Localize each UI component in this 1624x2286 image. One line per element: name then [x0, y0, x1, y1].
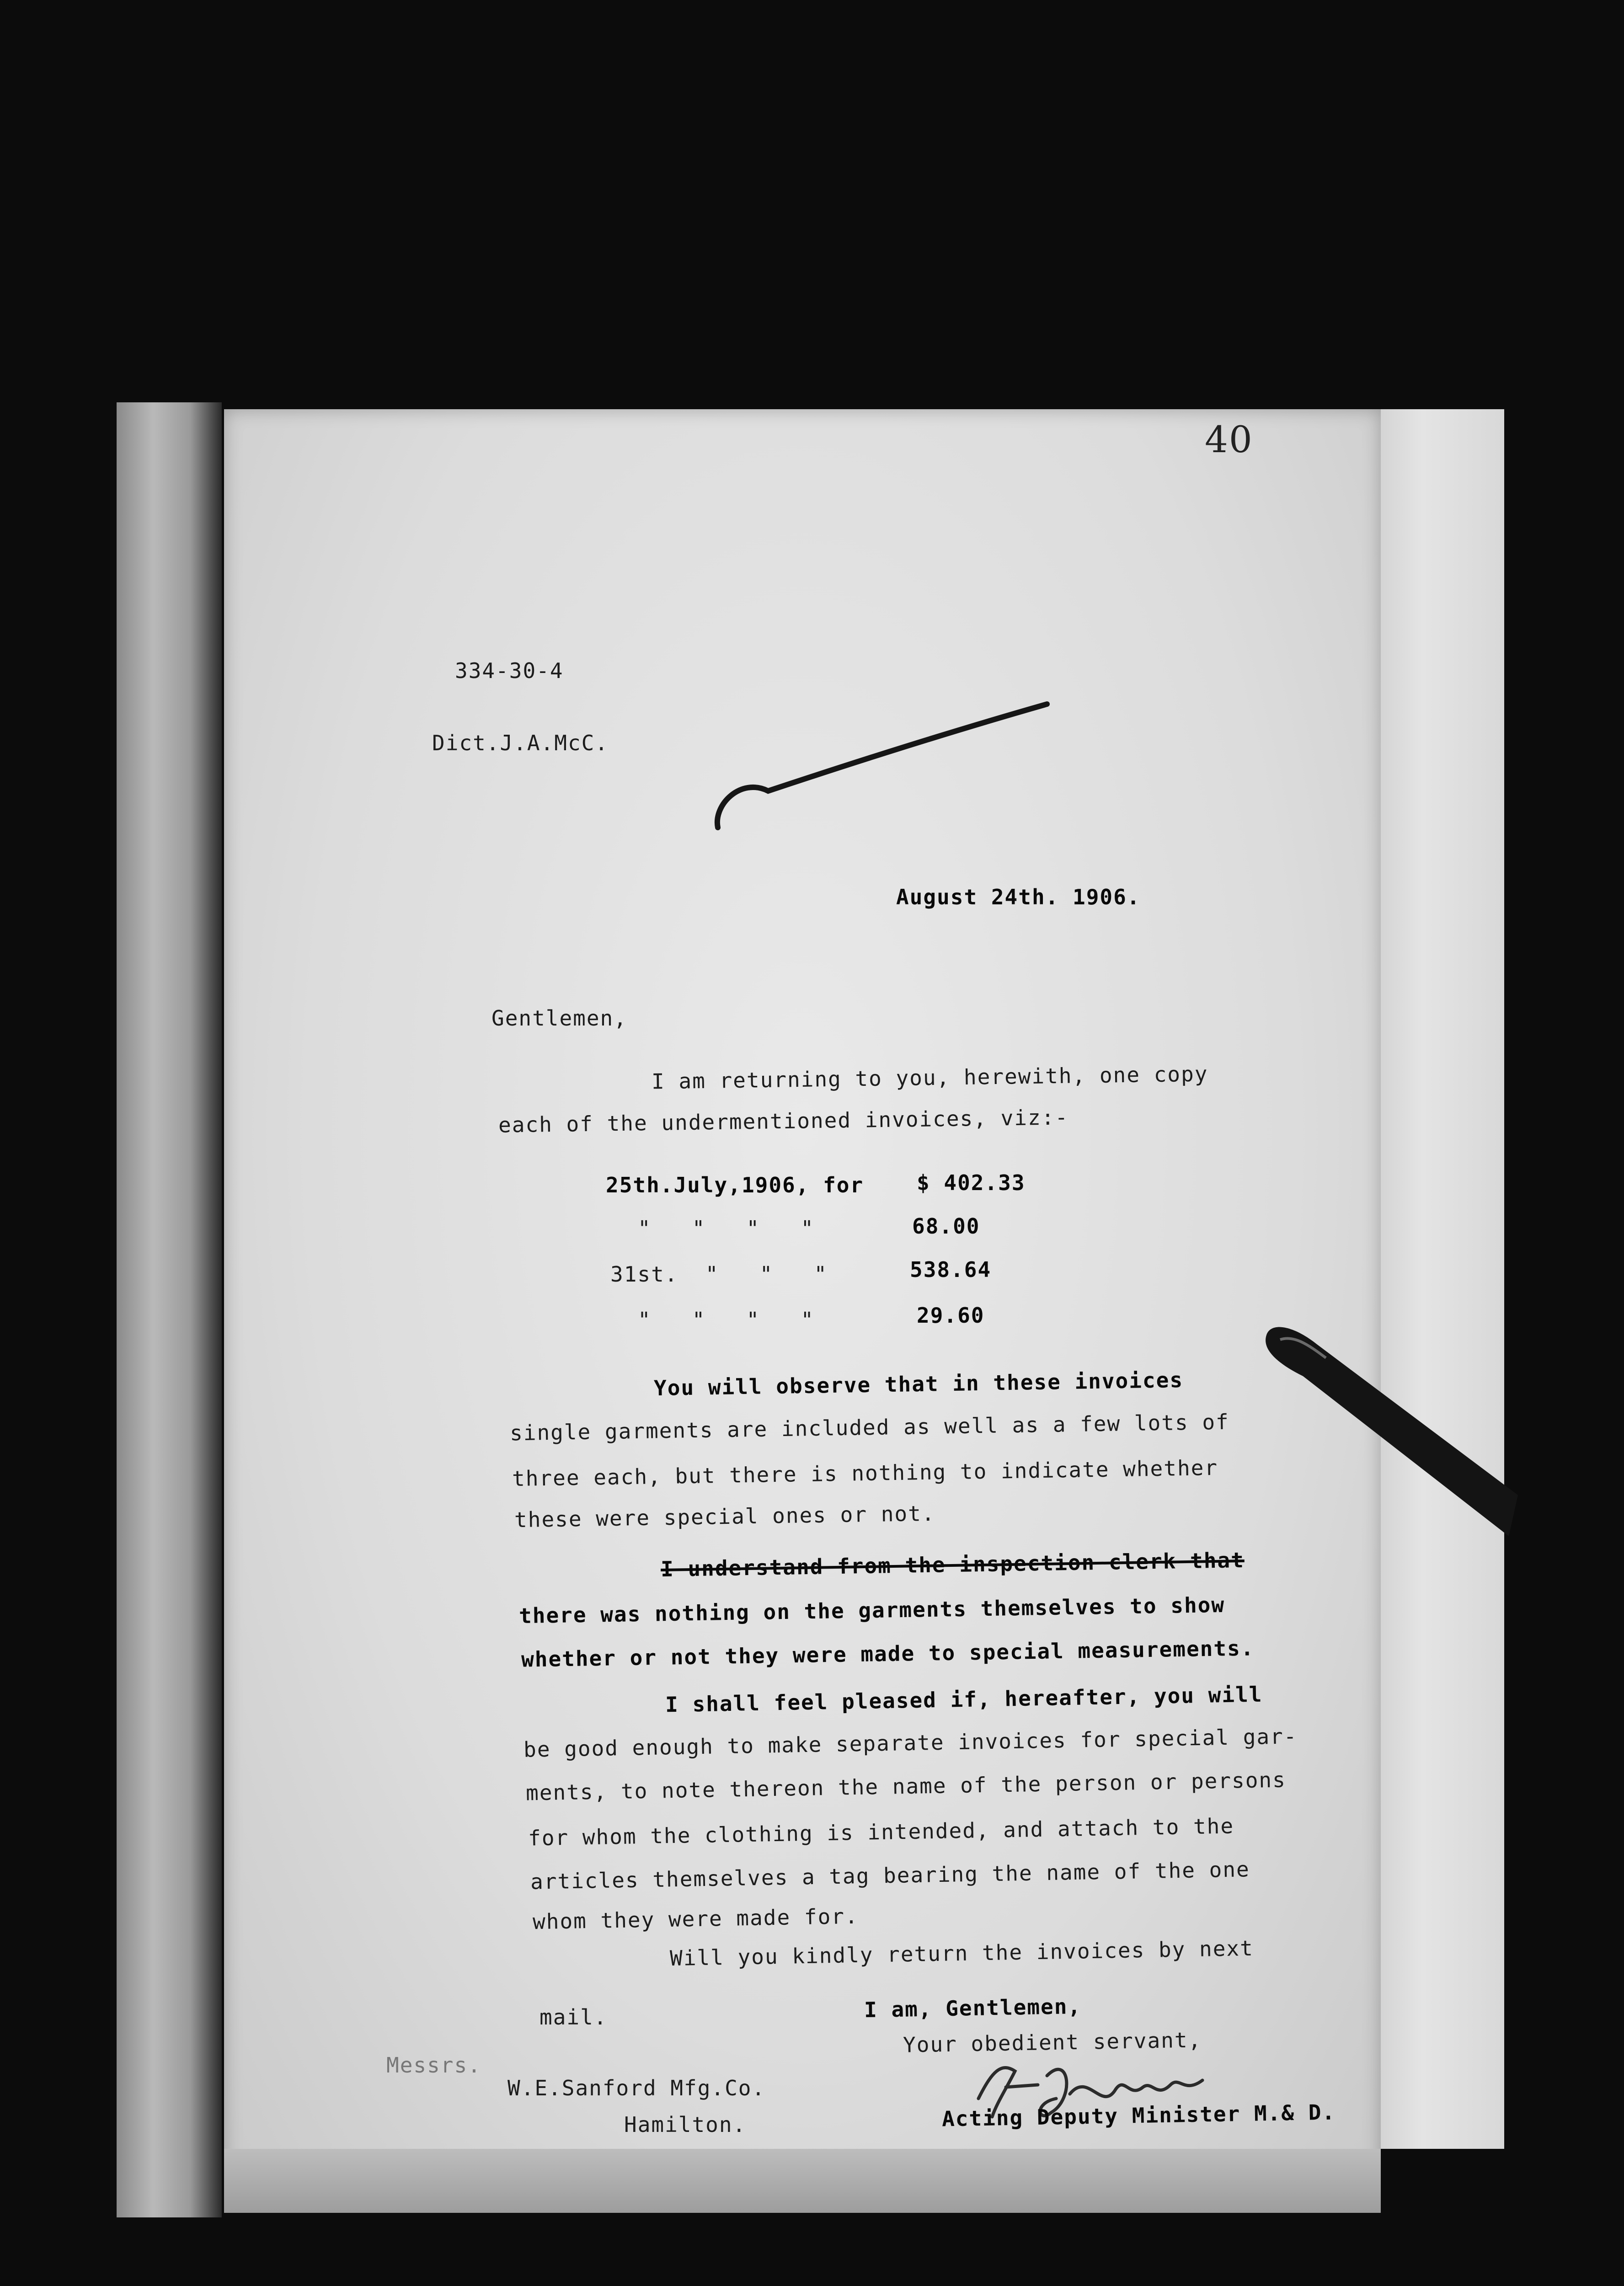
- invoice-amount: $ 402.33: [917, 1170, 1026, 1195]
- body-line: I am returning to you, herewith, one copy: [651, 1061, 1208, 1094]
- body-line: for whom the clothing is intended, and attach to the: [528, 1813, 1234, 1851]
- pen: [1262, 1321, 1518, 1577]
- body-line: each of the undermentioned invoices, viz:-: [498, 1105, 1069, 1138]
- body-line: ments, to note thereon the name of the person or persons: [525, 1767, 1287, 1805]
- backing-sheet: [1367, 409, 1504, 2149]
- binding-strip: [117, 402, 222, 2217]
- invoice-date: " " " ": [638, 1308, 815, 1332]
- body-line: whom they were made for.: [532, 1903, 859, 1934]
- dictation-initials: Dict.J.A.McC.: [432, 731, 609, 755]
- invoice-date: " " " ": [638, 1216, 815, 1241]
- signer-title: Acting Deputy Minister M.& D.: [941, 2099, 1336, 2131]
- body-line: there was nothing on the garments themselves to show: [518, 1592, 1225, 1629]
- body-line: whether or not they were made to special measurements.: [521, 1635, 1255, 1672]
- salutation: Gentlemen,: [491, 1006, 627, 1031]
- letter-date: August 24th. 1906.: [896, 885, 1141, 909]
- invoice-date: 31st. " " ": [610, 1262, 828, 1287]
- body-line: articles themselves a tag bearing the name of the one: [530, 1857, 1250, 1894]
- closing-line: I am, Gentlemen,: [864, 1993, 1082, 2023]
- invoice-amount: 29.60: [917, 1303, 985, 1328]
- invoice-date: 25th.July,1906, for: [606, 1173, 864, 1197]
- body-line: be good enough to make separate invoices for special gar-: [523, 1724, 1298, 1762]
- struck-line: I understand from the inspection clerk that: [660, 1547, 1245, 1582]
- addressee-company: W.E.Sanford Mfg.Co.: [508, 2076, 766, 2100]
- body-line: mail.: [540, 2005, 608, 2030]
- body-line: single garments are included as well as a few lots of: [509, 1409, 1230, 1446]
- body-line: three each, but there is nothing to indicate whether: [512, 1455, 1218, 1491]
- body-line: these were special ones or not.: [514, 1501, 935, 1533]
- page-number: 40: [1205, 418, 1253, 461]
- invoice-amount: 68.00: [912, 1214, 980, 1239]
- file-reference: 334-30-4: [455, 658, 564, 683]
- addressee-prefix: Messrs.: [386, 2053, 481, 2078]
- closing-line: Your obedient servant,: [903, 2027, 1202, 2057]
- body-line: Will you kindly return the invoices by next: [669, 1935, 1254, 1971]
- body-line: I shall feel pleased if, hereafter, you will: [665, 1682, 1263, 1717]
- body-line: You will observe that in these invoices: [653, 1367, 1184, 1401]
- addressee-city: Hamilton.: [624, 2112, 747, 2137]
- invoice-amount: 538.64: [910, 1257, 992, 1282]
- page-bottom-edge: [224, 2149, 1381, 2213]
- check-mark: [713, 695, 1052, 841]
